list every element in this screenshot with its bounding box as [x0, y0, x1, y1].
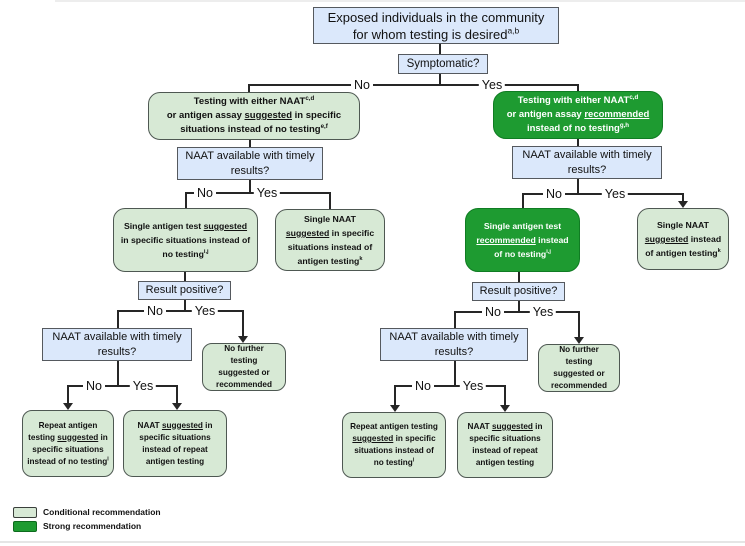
flow-line [504, 385, 506, 406]
flow-line [522, 193, 524, 208]
legend-item-strong [13, 519, 161, 533]
legend-label: Strong recommendation [43, 521, 142, 531]
node-result-positive-left: Result positive? [138, 281, 231, 300]
bottom-border [0, 541, 745, 543]
arrow-down-icon [574, 337, 584, 344]
legend [13, 505, 161, 533]
branch-label-yes: Yes [479, 78, 505, 92]
branch-label-yes: Yes [192, 304, 218, 318]
node-result-positive-right: Result positive? [472, 282, 565, 301]
flow-line [578, 311, 580, 338]
node-naat-timely-lower-right: NAAT available with timely results? [380, 328, 528, 361]
branch-label-yes: Yes [460, 379, 486, 393]
node-exposed-individuals: Exposed individuals in the community for whom testing is desired$^{a,b}$ [313, 7, 559, 44]
flow-line [184, 300, 186, 310]
flow-line [394, 385, 396, 406]
legend-label: Conditional recommendation [43, 507, 161, 517]
flow-line [248, 84, 250, 92]
node-testing-recommended: Testing with either NAAT$^{c,d}$ or antigen assay recommended instead of no testing$^{g,h}$ [493, 91, 663, 139]
arrow-down-icon [172, 403, 182, 410]
node-no-further-testing-right: No further testing suggested or recommended [538, 344, 620, 392]
node-naat-timely-left: NAAT available with timely results? [177, 147, 323, 180]
node-naat-timely-right: NAAT available with timely results? [512, 146, 662, 179]
branch-label-no: No [351, 78, 373, 92]
top-border [55, 0, 745, 2]
branch-label-no: No [412, 379, 434, 393]
strong-swatch-icon [13, 521, 37, 532]
flow-line [185, 192, 187, 208]
arrow-down-icon [238, 336, 248, 343]
node-no-further-testing-left: No further testing suggested or recommended [202, 343, 286, 391]
node-symptomatic-question: Symptomatic? [398, 54, 488, 74]
node-naat-instead-repeat-left: NAAT suggested in specific situations instead of repeat antigen testing [123, 410, 227, 477]
node-single-naat-suggested-right: Single NAAT suggested instead of antigen testing$^k$ [637, 208, 729, 270]
node-repeat-antigen-right: Repeat antigen testing suggested in specific situations instead of no testing$^l$ [342, 412, 446, 478]
flow-line [117, 361, 119, 385]
node-naat-instead-repeat-right: NAAT suggested in specific situations instead of repeat antigen testing [457, 412, 553, 478]
node-single-antigen-suggested: Single antigen test suggested in specific situations instead of no testing$^{i,j}$ [113, 208, 258, 272]
branch-label-yes: Yes [530, 305, 556, 319]
legend-item-conditional [13, 505, 161, 519]
node-single-antigen-recommended: Single antigen test recommended instead of no testing$^{i,j}$ [465, 208, 580, 272]
branch-label-no: No [144, 304, 166, 318]
branch-label-yes: Yes [254, 186, 280, 200]
arrow-down-icon [390, 405, 400, 412]
flow-line [249, 140, 251, 147]
flow-line [518, 272, 520, 282]
flow-line [176, 385, 178, 404]
node-testing-suggested: Testing with either NAAT$^{c,d}$ or antigen assay suggested in specific situations instead of no testing$^{e,f}$ [148, 92, 360, 140]
flow-line [454, 311, 580, 313]
flow-line [67, 385, 69, 404]
flow-line [248, 84, 578, 86]
node-repeat-antigen-left: Repeat antigen testing suggested in specific situations instead of no testing$^l$ [22, 410, 114, 477]
flow-line [454, 311, 456, 328]
node-naat-timely-lower-left: NAAT available with timely results? [42, 328, 192, 361]
flow-line [577, 179, 579, 193]
node-single-naat-suggested-left: Single NAAT suggested in specific situations instead of antigen testing$^k$ [275, 209, 385, 271]
flow-line [439, 44, 441, 54]
arrow-down-icon [500, 405, 510, 412]
flow-line [117, 310, 244, 312]
flow-line [184, 272, 186, 281]
flow-line [577, 84, 579, 91]
branch-label-yes: Yes [602, 187, 628, 201]
branch-label-no: No [83, 379, 105, 393]
flow-line [394, 385, 506, 387]
branch-label-yes: Yes [130, 379, 156, 393]
branch-label-no: No [543, 187, 565, 201]
flow-line [577, 139, 579, 146]
flow-line [329, 192, 331, 209]
branch-label-no: No [194, 186, 216, 200]
flow-line [454, 361, 456, 385]
flow-line [518, 301, 520, 311]
flow-line [439, 74, 441, 84]
flow-line [242, 310, 244, 337]
conditional-swatch-icon [13, 507, 37, 518]
branch-label-no: No [482, 305, 504, 319]
arrow-down-icon [63, 403, 73, 410]
flow-line [117, 310, 119, 328]
arrow-down-icon [678, 201, 688, 208]
